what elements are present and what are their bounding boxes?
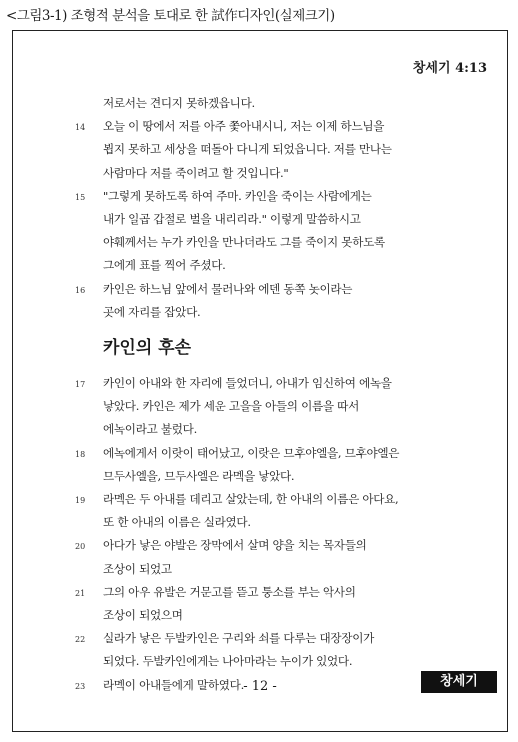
- running-head: [413, 57, 487, 76]
- verse-number: 15: [75, 192, 86, 202]
- verse-line: 카인은 하느님 앞에서 물러나와 에덴 동쪽 놋이라는: [103, 281, 353, 296]
- figure-caption: <그림3-1) 조형적 분석을 토대로 한 試作디자인(실제크기): [6, 8, 335, 24]
- verse-number: 22: [75, 635, 86, 645]
- running-head-reference: 4:13: [455, 61, 487, 76]
- verse-line: 오늘 이 땅에서 저를 아주 쫓아내시니, 저는 이제 하느님을: [103, 119, 385, 134]
- verse-line: "그렇게 못하도록 하여 주마. 카인을 죽이는 사람에게는: [103, 188, 372, 203]
- verse-line: 야훼께서는 누가 카인을 만나더라도 그를 죽이지 못하도록: [103, 235, 385, 250]
- verse-number: 20: [75, 542, 86, 552]
- verse-line: 라멕은 두 아내를 데리고 살았는데, 한 아내의 이름은 아다요,: [103, 492, 399, 506]
- verse-line: 실라가 낳은 두발카인은 구리와 쇠를 다루는 대장장이가: [103, 631, 375, 646]
- verse-number: 14: [75, 123, 86, 133]
- verse-number: 17: [75, 380, 86, 389]
- verse-line: 곳에 자리를 잡았다.: [103, 304, 201, 319]
- section-title: 카인의 후손: [103, 338, 192, 358]
- verse-line: 조상이 되었으며: [103, 608, 183, 622]
- verse-number: 21: [75, 588, 86, 598]
- verse-number: 18: [75, 449, 86, 459]
- verse-line: 카인이 아내와 한 자리에 들었더니, 아내가 임신하여 에녹을: [103, 376, 392, 390]
- verse-line: 되었다. 두발카인에게는 나아마라는 누이가 있었다.: [103, 654, 353, 669]
- verse-line: 라멕이 아내들에게 말하였다.: [103, 677, 244, 692]
- verse-number: 16: [75, 285, 86, 295]
- verse-line: 에녹이라고 불렀다.: [103, 422, 197, 437]
- verse-line: 저로서는 견디지 못하겠읍니다.: [103, 96, 255, 110]
- verse-line: 사람마다 저를 죽이려고 할 것입니다.": [103, 165, 289, 180]
- verse-line: 그의 아우 유발은 거문고를 뜯고 퉁소를 부는 악사의: [103, 584, 356, 599]
- verse-line: 아다가 낳은 야발은 장막에서 살며 양을 치는 목자들의: [103, 538, 367, 553]
- verse-line: 내가 일곱 갑절로 벌을 내리리라." 이렇게 말씀하시고: [103, 212, 361, 226]
- verse-line: 뵙지 못하고 세상을 떠돌아 다니게 되었읍니다. 저를 만나는: [103, 142, 392, 157]
- page-frame: [12, 30, 508, 732]
- verse-line: 조상이 되었고: [103, 561, 172, 576]
- verse-line: 므두사엘을, 므두사엘은 라멕을 낳았다.: [103, 468, 295, 483]
- verse-line: 그에게 표를 찍어 주셨다.: [103, 258, 226, 273]
- verse-number: 23: [75, 681, 86, 691]
- verse-line: 낳았다. 카인은 제가 세운 고을을 아들의 이름을 따서: [103, 399, 359, 414]
- page-number: - 12 -: [243, 679, 277, 694]
- book-tab: 창세기: [421, 671, 497, 693]
- verse-number: 19: [75, 496, 86, 505]
- verse-line: 에녹에게서 이랏이 태어났고, 이랏은 므후야엘을, 므후야엘은: [103, 445, 400, 460]
- running-head-book: 창세기: [412, 61, 451, 76]
- verse-line: 또 한 아내의 이름은 실라였다.: [103, 515, 251, 530]
